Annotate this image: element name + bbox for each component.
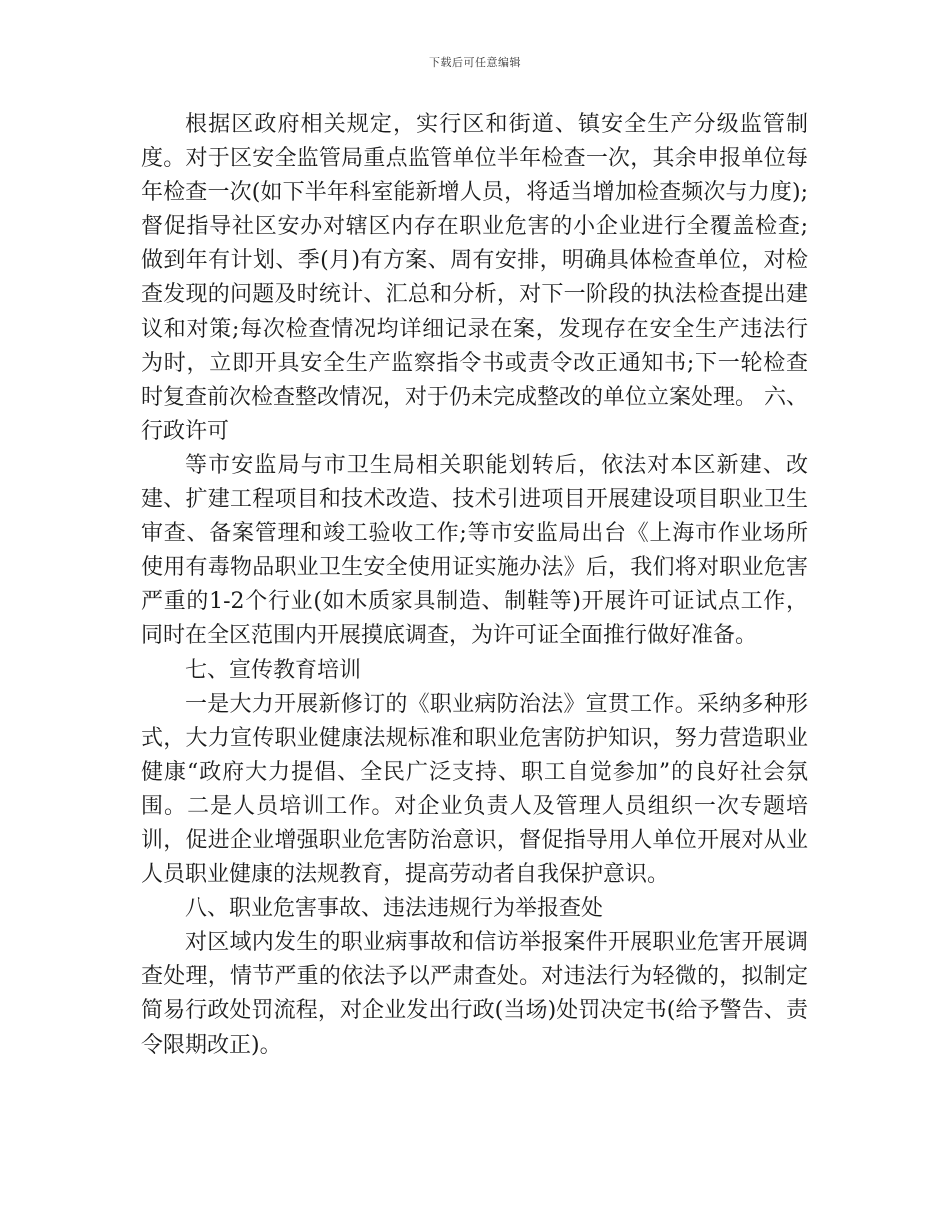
- section-heading-training: 七、宣传教育培训: [185, 657, 362, 683]
- paragraph-reporting: 对区域内发生的职业病事故和信访举报案件开展职业危害开展调查处理，情节严重的依法予以严肃查处。对违法行为轻微的，拟制定简易行政处罚流程，对企业发出行政(当场)处罚决定书(给予警告、责令限期改正)。: [141, 930, 808, 1058]
- paragraph-training: 一是大力开展新修订的《职业病防治法》宣贯工作。采纳多种形式，大力宣传职业健康法规标准和职业危害防护知识，努力营造职业健康“政府大力提倡、全民广泛支持、职工自觉参加”的良好社会氛围。二是人员培训工作。对企业负责人及管理人员组织一次专题培训，促进企业增强职业危害防治意识，督促指导用人单位开展对从业人员职业健康的法规教育，提高劳动者自我保护意识。: [141, 691, 808, 888]
- section-heading-reporting: 八、职业危害事故、违法违规行为举报查处: [185, 896, 604, 922]
- paragraph-permit: 等市安监局与市卫生局相关职能划转后，依法对本区新建、改建、扩建工程项目和技术改造、技术引进项目开展建设项目职业卫生审查、备案管理和竣工验收工作;等市安监局出台《上海市作业场所使用有毒物品职业卫生安全使用证实施办法》后，我们将对职业危害严重的1-2个行业(如木质家具制造、制鞋等)开展许可证试点工作，同时在全区范围内开展摸底调查，为许可证全面推行做好准备。: [141, 452, 808, 649]
- paragraph-supervision: 根据区政府相关规定，实行区和街道、镇安全生产分级监管制度。对于区安全监管局重点监管单位半年检查一次，其余申报单位每年检查一次(如下半年科室能新增人员，将适当增加检查频次与力度);督促指导社区安办对辖区内存在职业危害的小企业进行全覆盖检查;做到年有计划、季(月)有方案、周有安排，明确具体检查单位，对检查发现的问题及时统计、汇总和分析，对下一阶段的执法检查提出建议和对策;每次检查情况均详细记录在案，发现存在安全生产违法行为时，立即开具安全生产监察指令书或责令改正通知书;下一轮检查时复查前次检查整改情况，对于仍未完成整改的单位立案处理。 六、行政许可: [141, 112, 808, 444]
- document-body: [141, 108, 808, 1063]
- page-header: 下载后可任意编辑: [429, 56, 521, 69]
